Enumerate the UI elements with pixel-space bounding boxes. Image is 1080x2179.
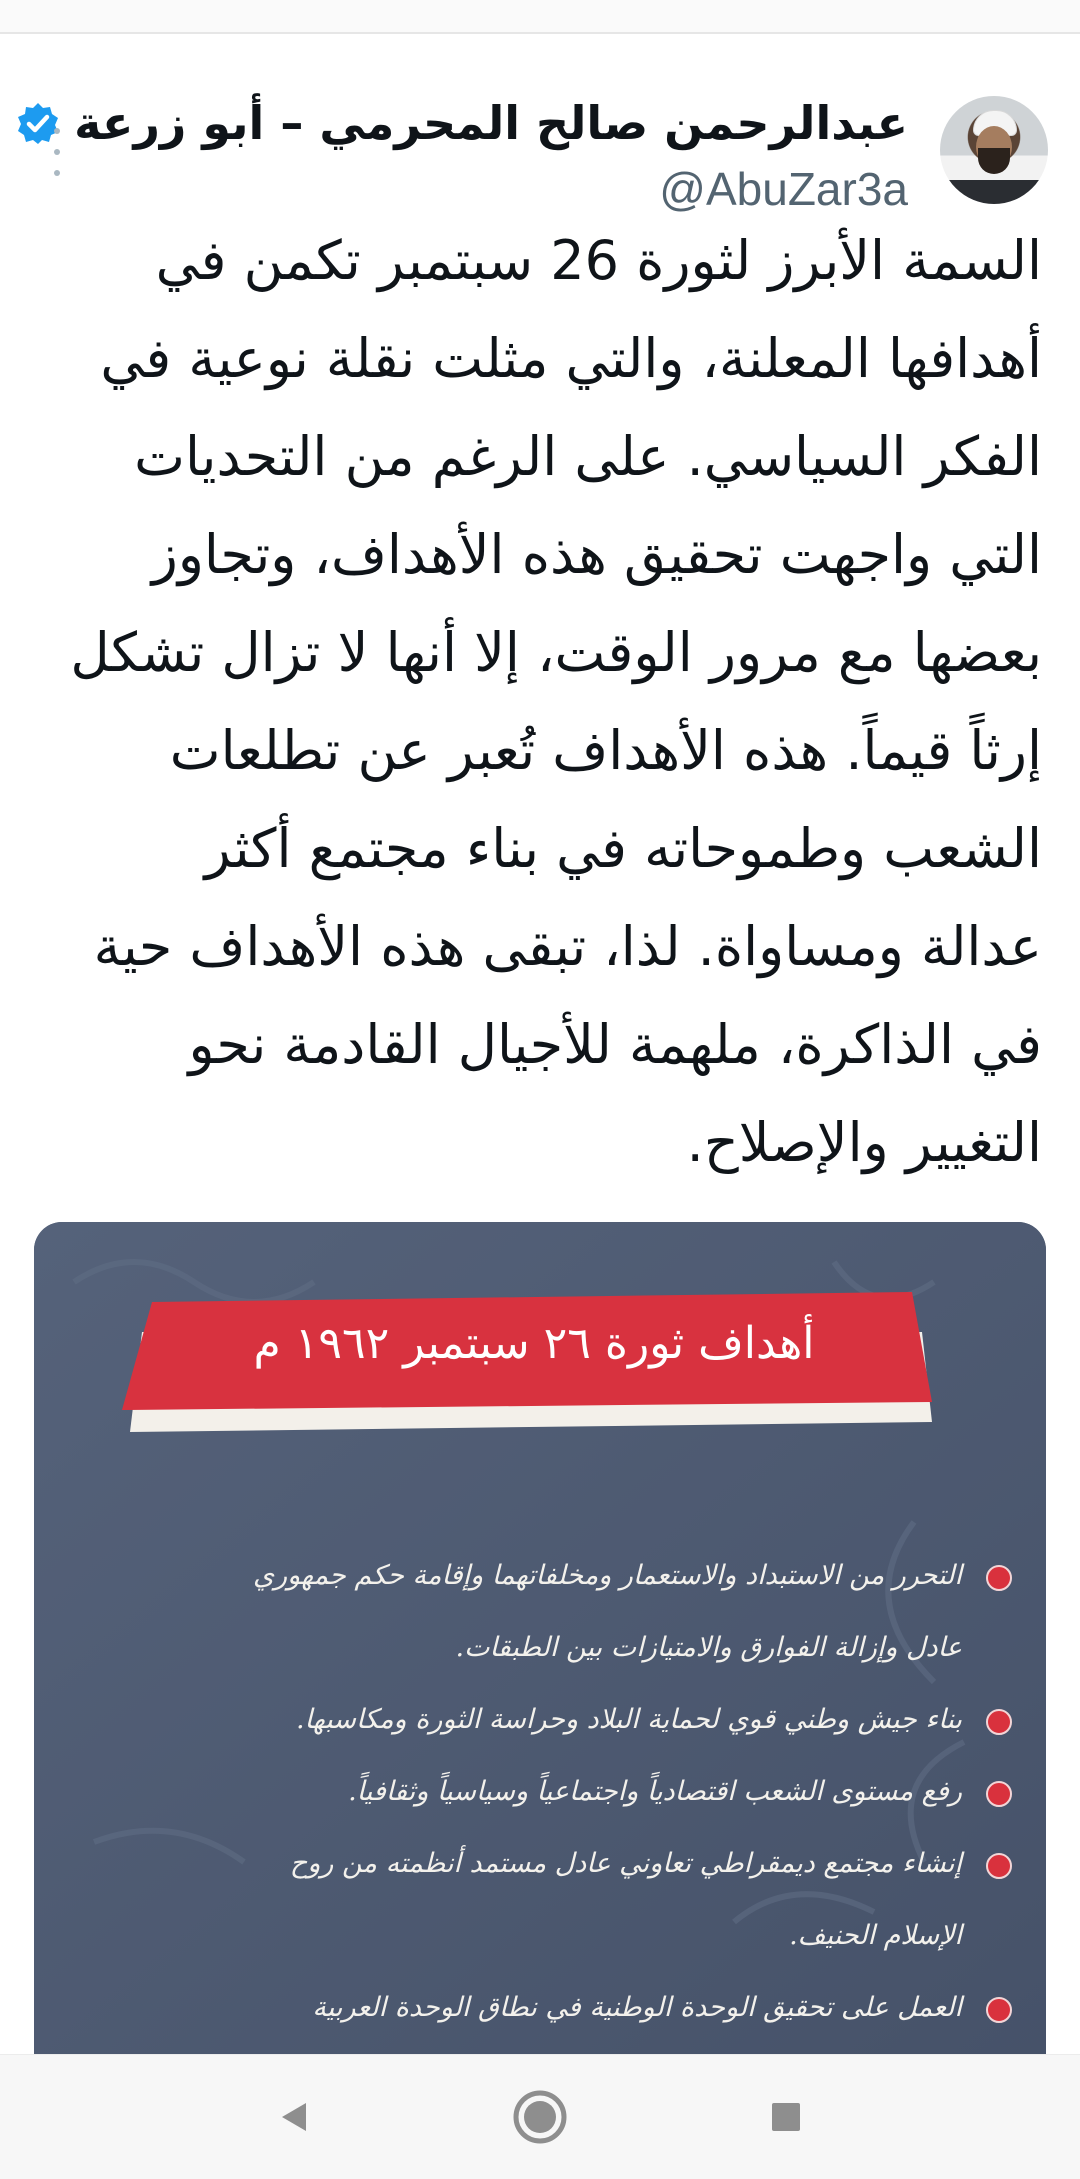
tweet-header [40, 64, 1048, 215]
goal-item [120, 1756, 1020, 1828]
home-circle-icon[interactable] [504, 2081, 576, 2153]
goal-item-text: بناء جيش وطني قوي لحماية البلاد وحراسة الثورة ومكاسبها. [295, 1704, 962, 1735]
tweet-text-line: بعضها مع مرور الوقت، إلا أنها لا تزال تشكل [70, 621, 1042, 684]
system-navigation-bar [0, 2054, 1080, 2179]
banner-title: أهداف ثورة ٢٦ سبتمبر ١٩٦٢ م [253, 1318, 815, 1369]
tweet[interactable] [0, 34, 1080, 2054]
goal-item-text: التحرر من الاستبداد والاستعمار ومخلفاتهما وإقامة حكم جمهوري [252, 1560, 962, 1591]
tweet-text-line: إرثاً قيماً. هذه الأهداف تُعبر عن تطلعات [169, 719, 1042, 782]
tweet-text-line: التي واجهت تحقيق هذه الأهداف، وتجاوز [151, 523, 1042, 586]
goal-item-text: عادل وإزالة الفوارق والامتيازات بين الطبقات. [455, 1632, 962, 1663]
more-options-icon[interactable] [52, 128, 62, 176]
goal-bullet-icon [986, 1853, 1012, 1879]
back-triangle-icon[interactable] [258, 2081, 330, 2153]
goal-item [120, 1828, 1020, 1972]
author-avatar[interactable] [940, 96, 1048, 204]
goal-item [120, 1972, 1020, 2044]
goal-item-text: إنشاء مجتمع ديمقراطي تعاوني عادل مستمد أنظمته من روح [289, 1848, 962, 1879]
recents-square-icon[interactable] [750, 2081, 822, 2153]
tweet-text-line: عدالة ومساواة. لذا، تبقى هذه الأهداف حية [93, 915, 1042, 978]
status-area-divider [0, 0, 1080, 34]
tweet-text-line: في الذاكرة، ملهمة للأجيال القادمة نحو [188, 1013, 1042, 1076]
goal-bullet-icon [986, 1997, 1012, 2023]
author-name[interactable]: عبدالرحمن صالح المحرمي – أبو زرعة [74, 96, 908, 150]
goal-item-text: العمل على تحقيق الوحدة الوطنية في نطاق الوحدة العربية [312, 1992, 962, 2023]
author-name-row [16, 96, 908, 150]
tweet-media-image[interactable] [34, 1222, 1046, 2054]
tweet-text-line: السمة الأبرز لثورة 26 سبتمبر تكمن في [155, 229, 1042, 292]
goal-item-text: رفع مستوى الشعب اقتصادياً واجتماعياً وسياسياً وثقافياً. [348, 1776, 962, 1807]
goal-item [120, 1540, 1020, 1684]
tweet-text [32, 212, 1042, 1192]
tweet-text-line: أهدافها المعلنة، والتي مثلت نقلة نوعية في [100, 327, 1042, 390]
goal-bullet-icon [986, 1709, 1012, 1735]
tweet-text-line: التغيير والإصلاح. [686, 1111, 1042, 1174]
tweet-text-line: الشعب وطموحاته في بناء مجتمع أكثر [204, 817, 1042, 880]
goal-bullet-icon [986, 1781, 1012, 1807]
goal-bullet-icon [986, 1565, 1012, 1591]
author-handle[interactable]: @AbuZar3a [659, 163, 908, 215]
goal-item-text: الإسلام الحنيف. [789, 1920, 962, 1951]
tweet-text-line: الفكر السياسي. على الرغم من التحديات [134, 425, 1042, 488]
goal-item [120, 1684, 1020, 1756]
goals-list [120, 1540, 1020, 2044]
